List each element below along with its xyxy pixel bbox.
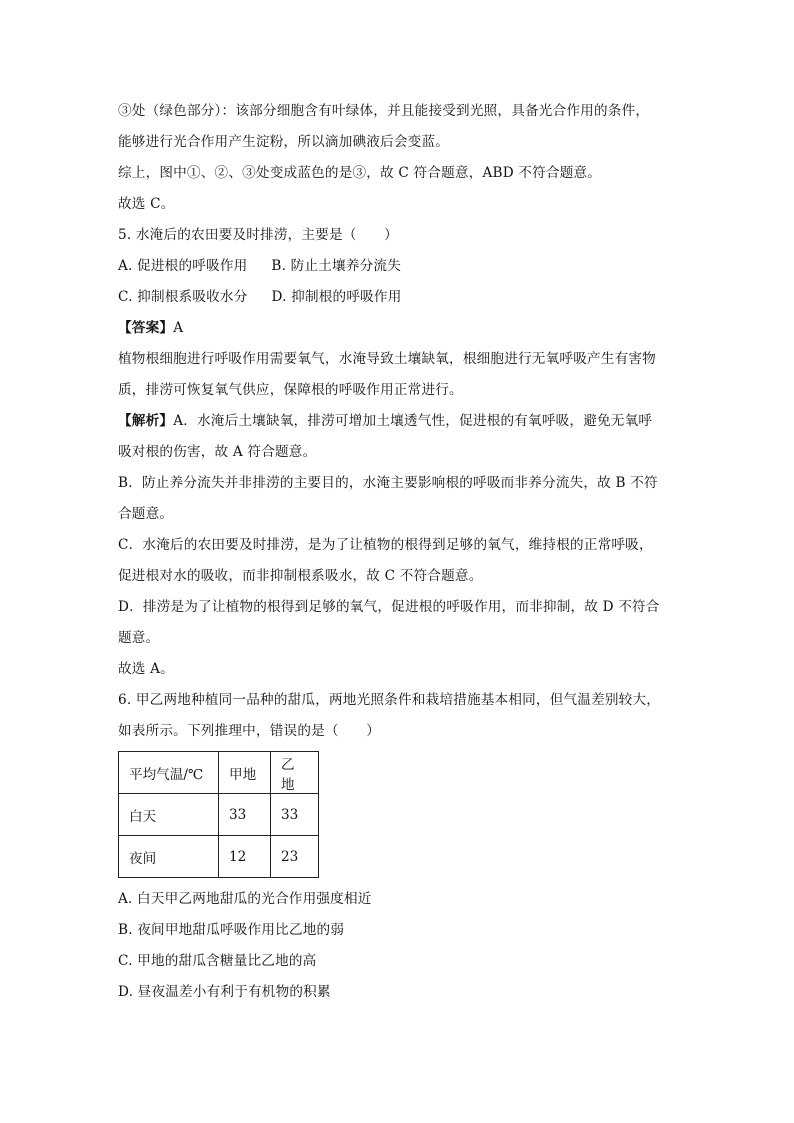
q5-analysis-line-8: 题意。 — [118, 630, 160, 646]
analysis-text: A．水淹后土壤缺氧，排涝可增加土壤透气性，促进根的有氧呼吸，避免无氧呼 — [173, 413, 653, 429]
temperature-table — [118, 751, 319, 878]
q5-option-c: C. 抑制根系吸收水分 — [118, 289, 248, 305]
q5-option-a: A. 促进根的呼吸作用 — [118, 258, 248, 274]
q5-option-b: B. 防止土壤养分流失 — [271, 258, 402, 274]
table-row — [119, 836, 319, 878]
table-cell: 夜间 — [119, 836, 219, 878]
answer-value: A — [173, 320, 184, 336]
intro-conclusion: 故选 C。 — [118, 196, 175, 212]
q6-option-b: B. 夜间甲地甜瓜呼吸作用比乙地的弱 — [118, 922, 345, 938]
table-header-row — [119, 752, 319, 794]
table-header-cell: 乙地 — [271, 752, 319, 794]
question-5-options-row-1 — [118, 251, 678, 282]
table-header-cell: 平均气温/℃ — [119, 752, 219, 794]
q5-conclusion: 故选 A。 — [118, 661, 174, 677]
table-cell: 33 — [271, 794, 319, 836]
q5-analysis-line-6: 促进根对水的吸收，而非抑制根系吸水，故 C 不符合题意。 — [118, 568, 483, 584]
table-cell: 23 — [271, 836, 319, 878]
intro-line-3: 综上，图中①、②、③处变成蓝色的是③，故 C 符合题意，ABD 不符合题意。 — [118, 165, 602, 181]
table-cell: 33 — [219, 794, 271, 836]
intro-line-1: ③处（绿色部分）：该部分细胞含有叶绿体，并且能接受到光照，具备光合作用的条件， — [118, 103, 650, 119]
q5-analysis-line-7: D．排涝是为了让植物的根得到足够的氧气，促进根的呼吸作用，而非抑制，故 D 不符合 — [118, 599, 660, 615]
intro-line-2: 能够进行光合作用产生淀粉，所以滴加碘液后会变蓝。 — [118, 134, 450, 150]
question-5-stem: 5. 水淹后的农田要及时排涝，主要是（ ） — [118, 227, 398, 243]
table-cell: 12 — [219, 836, 271, 878]
question-6-stem-line-1: 6. 甲乙两地种植同一品种的甜瓜，两地光照条件和栽培措施基本相同，但气温差别较大， — [118, 692, 661, 708]
q6-option-d: D. 昼夜温差小有利于有机物的积累 — [118, 984, 331, 1000]
document-page — [118, 96, 678, 1008]
q5-analysis-line-5: C．水淹后的农田要及时排涝，是为了让植物的根得到足够的氧气，维持根的正常呼吸， — [118, 537, 653, 553]
q5-explain-line-2: 质，排涝可恢复氧气供应，保障根的呼吸作用正常进行。 — [118, 382, 463, 398]
q6-option-c: C. 甲地的甜瓜含糖量比乙地的高 — [118, 953, 317, 969]
table-cell: 白天 — [119, 794, 219, 836]
q5-answer — [118, 313, 678, 344]
q6-option-a: A. 白天甲乙两地甜瓜的光合作用强度相近 — [118, 891, 372, 907]
answer-tag: 【答案】 — [118, 320, 174, 336]
q5-explain-line-1: 植物根细胞进行呼吸作用需要氧气，水淹导致土壤缺氧，根细胞进行无氧呼吸产生有害物 — [118, 351, 656, 367]
question-5-options-row-2 — [118, 282, 678, 313]
table-row — [119, 794, 319, 836]
q5-option-d: D. 抑制根的呼吸作用 — [271, 289, 402, 305]
q5-analysis-line-4: 合题意。 — [118, 506, 174, 522]
question-6-stem-line-2: 如表所示。下列推理中，错误的是（ ） — [118, 723, 381, 739]
q5-analysis-line-3: B．防止养分流失并非排涝的主要目的，水淹主要影响根的呼吸而非养分流失，故 B 不符 — [118, 475, 658, 491]
q5-analysis-line-2: 吸对根的伤害，故 A 符合题意。 — [118, 444, 317, 460]
q5-analysis-line-1 — [118, 406, 678, 437]
table-header-cell: 甲地 — [219, 752, 271, 794]
analysis-tag: 【解析】 — [118, 413, 174, 429]
